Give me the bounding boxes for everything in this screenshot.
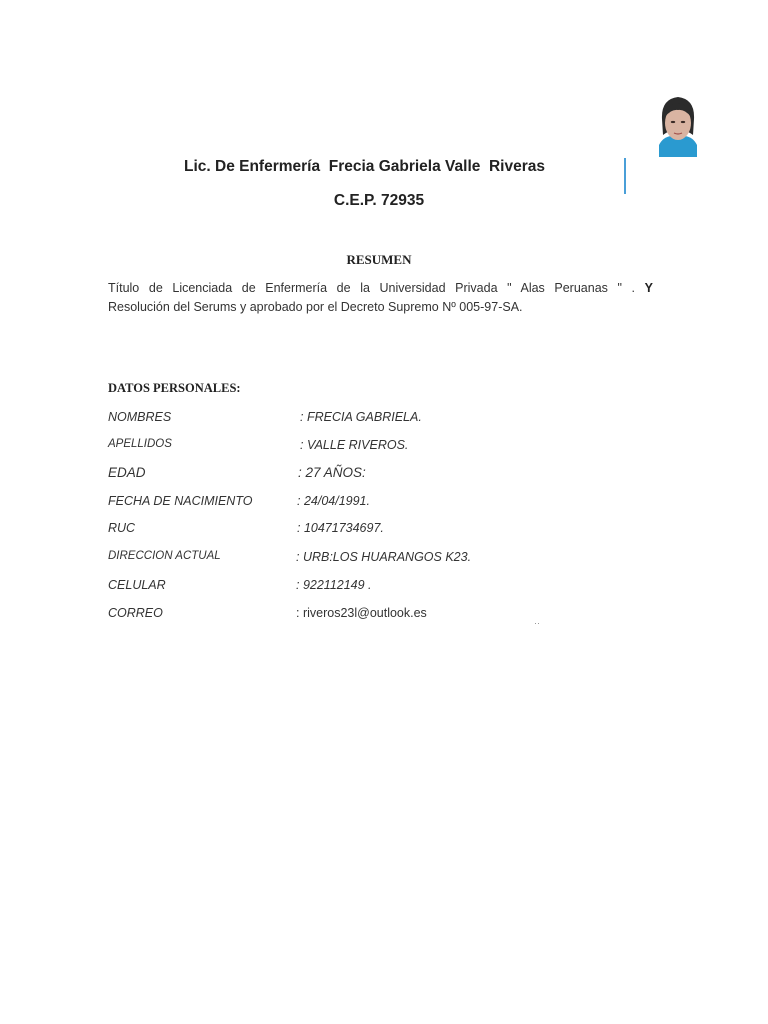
row-label: APELLIDOS [108, 438, 172, 450]
stray-mark: ·· [534, 618, 540, 628]
personal-row-apellidos [108, 438, 568, 456]
summary-line-1 [108, 279, 653, 298]
personal-row-correo [108, 606, 568, 624]
row-value: : 10471734697. [297, 521, 384, 535]
text-cursor-bar [624, 158, 626, 194]
personal-data-heading: DATOS PERSONALES: [108, 381, 241, 395]
row-value: : riveros23l@outlook.es [296, 606, 427, 620]
document-title: Lic. De Enfermería Frecia Gabriela Valle Riveras [184, 158, 545, 175]
personal-row-ruc [108, 521, 568, 539]
profile-photo [655, 93, 701, 157]
row-label: CORREO [108, 606, 163, 620]
row-label: RUC [108, 521, 136, 535]
summary-line-2: Resolución del Serums y aprobado por el Decreto Supremo Nº 005-97-SA. [108, 300, 523, 314]
row-label: CELULAR [108, 578, 166, 592]
row-label: FECHA DE NACIMIENTO [108, 494, 253, 508]
row-value: : URB:LOS HUARANGOS K23. [296, 550, 472, 564]
personal-row-nombres [108, 410, 568, 428]
row-value: : 922112149 . [296, 578, 372, 592]
personal-row-direccion [108, 550, 568, 568]
personal-row-celular [108, 578, 568, 596]
summary-paragraph [108, 279, 653, 317]
row-value: : FRECIA GABRIELA. [300, 410, 422, 424]
row-value: : 27 AÑOS: [298, 465, 366, 480]
row-label: DIRECCION ACTUAL [108, 550, 221, 562]
row-value: : 24/04/1991. [297, 494, 370, 508]
summary-heading: RESUMEN [346, 252, 412, 267]
personal-row-fecha [108, 494, 568, 512]
personal-row-edad [108, 465, 568, 483]
summary-line-1-text: Título de Licenciada de Enfermería de la Universidad Privada " Alas Peruanas " . [108, 281, 636, 295]
row-label: NOMBRES [108, 410, 172, 424]
row-label: EDAD [108, 465, 146, 480]
row-value: : VALLE RIVEROS. [300, 438, 409, 452]
cep-number: C.E.P. 72935 [333, 192, 425, 209]
summary-line-1-bold: Y [644, 281, 653, 295]
